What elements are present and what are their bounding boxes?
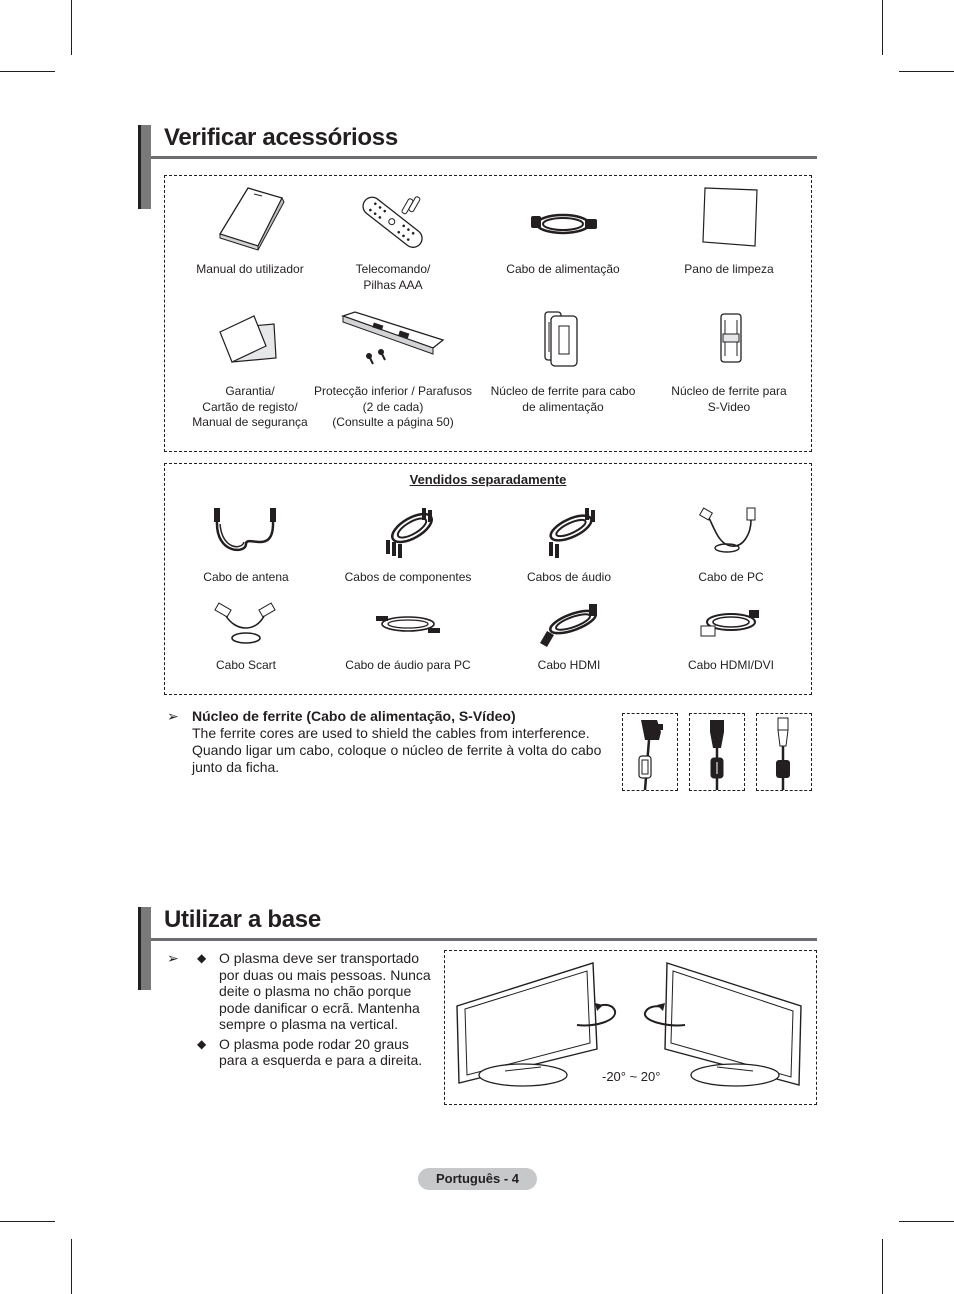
sold-item — [484, 602, 654, 674]
arrow-icon: ➢ — [167, 950, 179, 966]
accessory-item — [478, 184, 648, 278]
crop-mark — [71, 0, 72, 55]
crop-mark — [0, 1221, 55, 1222]
sold-separately-title: Vendidos separadamente — [409, 472, 567, 487]
sold-label: Cabo Scart — [215, 658, 277, 672]
accessory-item — [308, 184, 478, 293]
warranty-cards-icon — [210, 306, 290, 376]
sold-item — [484, 504, 654, 586]
rotation-label: -20° ~ 20° — [602, 1069, 661, 1084]
accessory-label: Núcleo de ferrite para cabo de alimentação — [490, 384, 636, 414]
bullet-diamond-icon: ◆ — [197, 1036, 207, 1051]
accessory-item — [478, 306, 648, 415]
accessory-label: Protecção inferior / Parafusos (2 de cada) (Consulte a página 50) — [313, 384, 473, 429]
sold-item — [646, 504, 816, 586]
bullet-text: O plasma deve ser transportado por duas ou mais pessoas. Nunca deite o plasma no chão porque pode danificar o ecrã. Mantenha sempre o plasma na vertical. — [219, 950, 431, 1032]
crop-mark — [882, 0, 883, 55]
section-title-accessories: Verificar acessórioss — [164, 124, 398, 151]
note-heading: Núcleo de ferrite (Cabo de alimentação, S-Vídeo) — [192, 708, 516, 724]
bullet-item — [167, 950, 437, 1033]
accessory-label: Telecomando/ Pilhas AAA — [355, 262, 431, 292]
note-line: The ferrite cores are used to shield the cables from interference. — [192, 725, 590, 741]
crop-mark — [899, 71, 954, 72]
sold-item — [161, 602, 331, 674]
bullet-text: O plasma pode rodar 20 graus para a esquerda e para a direita. — [219, 1035, 423, 1068]
accessories-box — [164, 175, 812, 452]
sold-label: Cabos de componentes — [344, 570, 472, 584]
pc-audio-cable-icon — [368, 602, 448, 650]
crop-mark — [882, 1239, 883, 1294]
accessory-label: Manual do utilizador — [196, 262, 304, 276]
sold-label: Cabos de áudio — [526, 570, 612, 584]
accessory-label: Núcleo de ferrite para S-Video — [671, 384, 787, 414]
section-title-base: Utilizar a base — [164, 906, 321, 933]
accessory-label: Pano de limpeza — [684, 262, 774, 276]
crop-mark — [899, 1221, 954, 1222]
sold-label: Cabo de áudio para PC — [345, 658, 471, 672]
note-line: Quando ligar um cabo, coloque o núcleo de ferrite à volta do cabo — [192, 742, 602, 758]
ferrite-core-power-icon — [523, 306, 603, 376]
manual-icon — [210, 184, 290, 254]
ferrite-plug-icon — [690, 714, 744, 790]
ferrite-illustration — [756, 713, 812, 791]
rotation-illustration-box — [444, 950, 817, 1105]
remote-control-icon — [348, 184, 438, 254]
arrow-icon: ➢ — [167, 708, 179, 724]
section-bar — [138, 125, 151, 209]
page-number: Português - 4 — [418, 1168, 537, 1190]
component-cables-icon — [368, 504, 448, 562]
section-rule — [151, 938, 817, 941]
crop-mark — [71, 1239, 72, 1294]
bottom-cover-screws-icon — [333, 306, 453, 376]
bullet-diamond-icon: ◆ — [197, 951, 207, 965]
sold-label: Cabo HDMI/DVI — [687, 658, 775, 672]
sold-item — [323, 602, 493, 674]
bullet-item — [167, 1036, 437, 1069]
ferrite-illustration — [622, 713, 678, 791]
antenna-cable-icon — [206, 504, 286, 562]
accessory-label: Garantia/ Cartão de registo/ Manual de segurança — [192, 384, 308, 429]
ferrite-plug-icon — [623, 714, 677, 790]
base-instructions — [167, 950, 437, 1072]
sold-label: Cabo HDMI — [537, 658, 601, 672]
sold-label: Cabo de antena — [203, 570, 289, 584]
accessory-item — [644, 306, 814, 415]
crop-mark — [0, 71, 55, 72]
accessory-item — [308, 306, 478, 431]
section-bar — [138, 907, 151, 990]
accessory-label: Cabo de alimentação — [506, 262, 620, 276]
ferrite-illustration — [689, 713, 745, 791]
section-rule — [151, 156, 817, 159]
hdmi-cable-icon — [529, 602, 609, 650]
cleaning-cloth-icon — [689, 184, 769, 254]
scart-cable-icon — [206, 602, 286, 650]
audio-cables-icon — [529, 504, 609, 562]
sold-label: Cabo de PC — [698, 570, 764, 584]
power-cord-icon — [523, 184, 603, 254]
accessory-item — [644, 184, 814, 278]
sold-item — [323, 504, 493, 586]
sold-item — [646, 602, 816, 674]
sold-item — [161, 504, 331, 586]
pc-cable-icon — [691, 504, 771, 562]
sold-separately-box — [164, 463, 812, 695]
hdmi-dvi-cable-icon — [691, 602, 771, 650]
note-line: junto da ficha. — [192, 759, 280, 775]
ferrite-plug-icon — [757, 714, 811, 790]
ferrite-core-svideo-icon — [689, 306, 769, 376]
